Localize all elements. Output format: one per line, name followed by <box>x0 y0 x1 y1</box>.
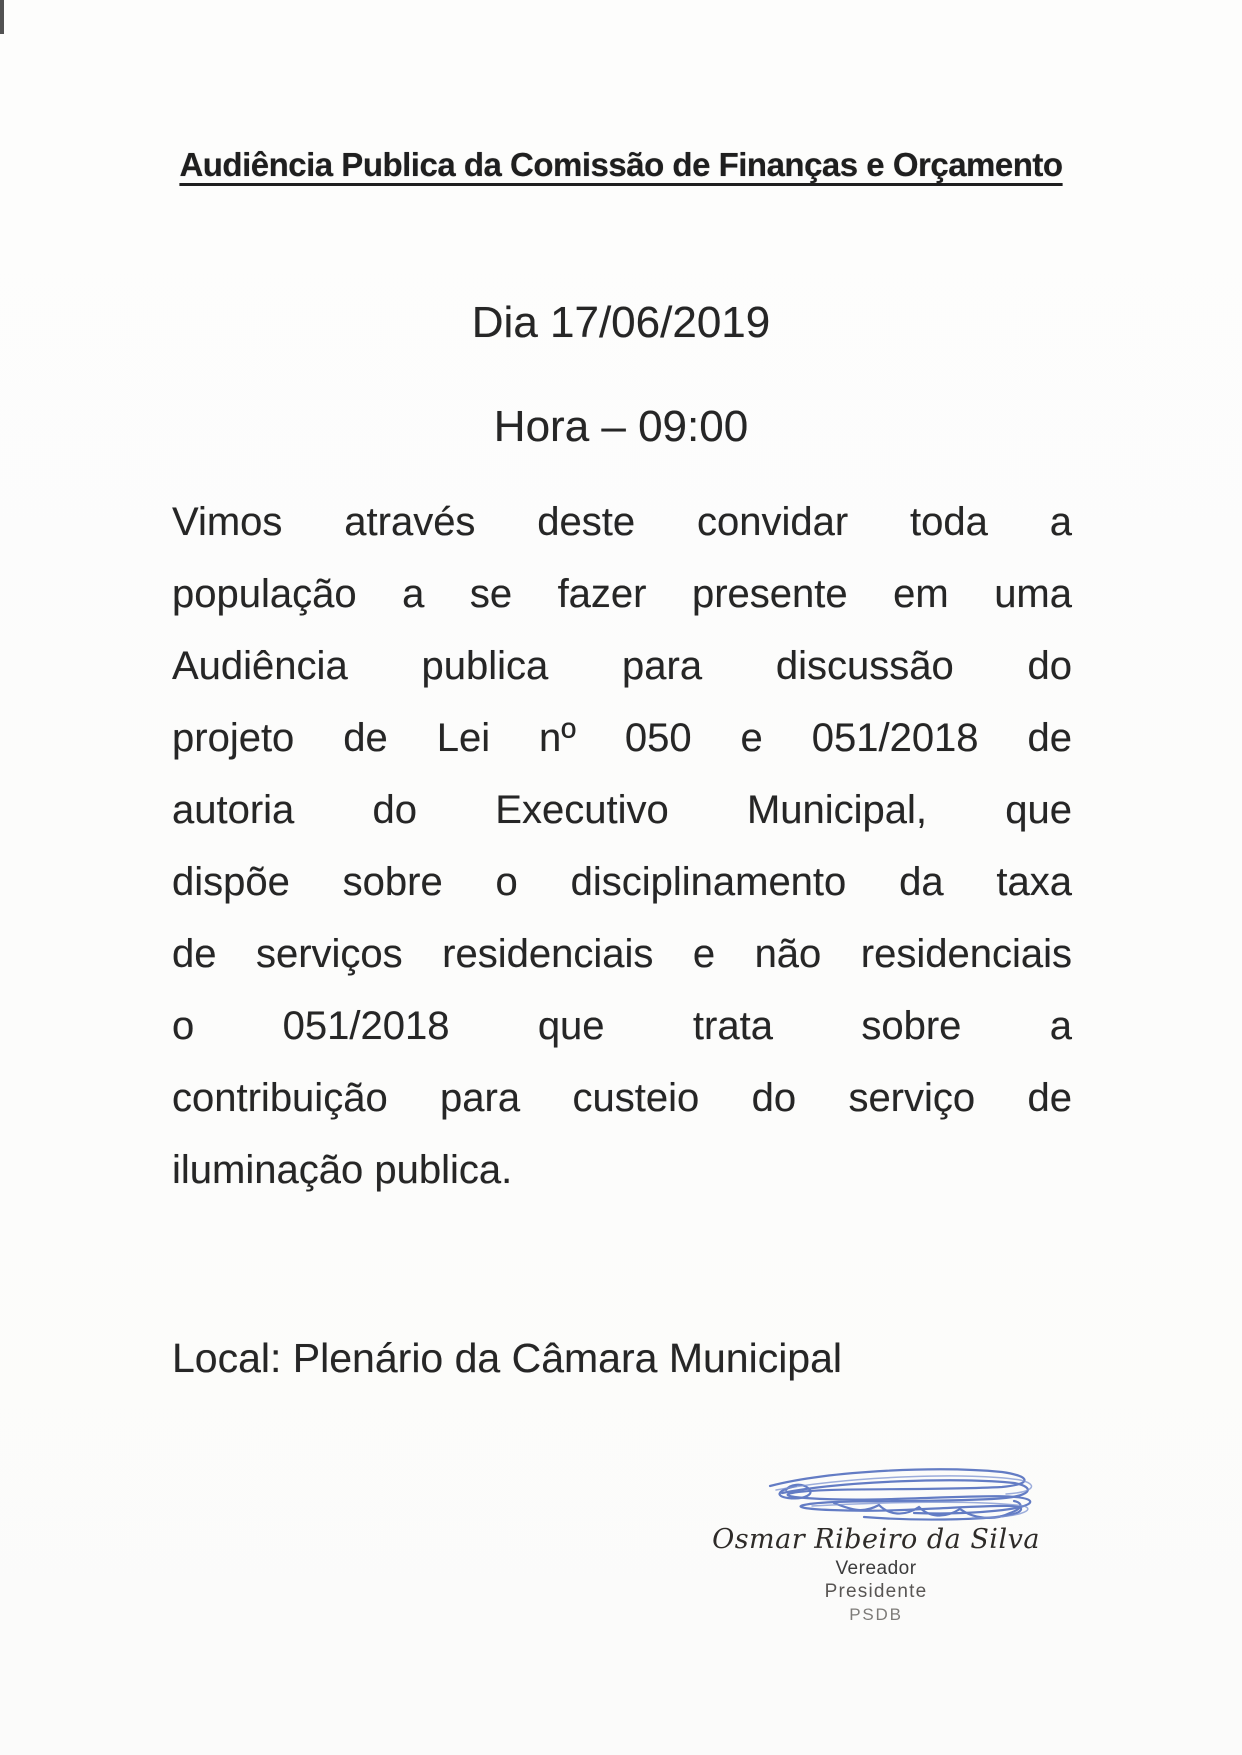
signatory-name: Osmar Ribeiro da Silva <box>712 1524 1040 1555</box>
body-line: autoria do Executivo Municipal, que <box>172 788 1072 832</box>
body-line: projeto de Lei nº 050 e 051/2018 de <box>172 716 1072 760</box>
handwritten-signature-scribble <box>762 1462 1044 1526</box>
date-line: Dia 17/06/2019 <box>471 298 771 347</box>
body-line: o 051/2018 que trata sobre a <box>172 1004 1072 1048</box>
signatory-role: Presidente <box>824 1581 928 1602</box>
location-line: Local: Plenário da Câmara Municipal <box>172 1335 843 1381</box>
body-line: contribuição para custeio do serviço de <box>172 1076 1072 1120</box>
document-title: Audiência Publica da Comissão de Finanças e Orçamento <box>179 146 1063 183</box>
body-paragraph <box>172 486 1072 1206</box>
signatory-party: PSDB <box>849 1605 903 1624</box>
signatory-title: Vereador <box>835 1558 917 1579</box>
body-line: dispõe sobre o disciplinamento da taxa <box>172 860 1072 904</box>
body-line: de serviços residenciais e não residenciais <box>172 932 1072 976</box>
body-line: população a se fazer presente em uma <box>172 572 1072 616</box>
body-line: iluminação publica. <box>172 1148 513 1192</box>
body-line: Vimos através deste convidar toda a <box>172 500 1072 544</box>
signature-block <box>696 1462 1056 1625</box>
time-line: Hora – 09:00 <box>493 402 749 451</box>
body-line: Audiência publica para discussão do <box>172 644 1072 688</box>
scan-edge-artifact <box>0 0 4 34</box>
